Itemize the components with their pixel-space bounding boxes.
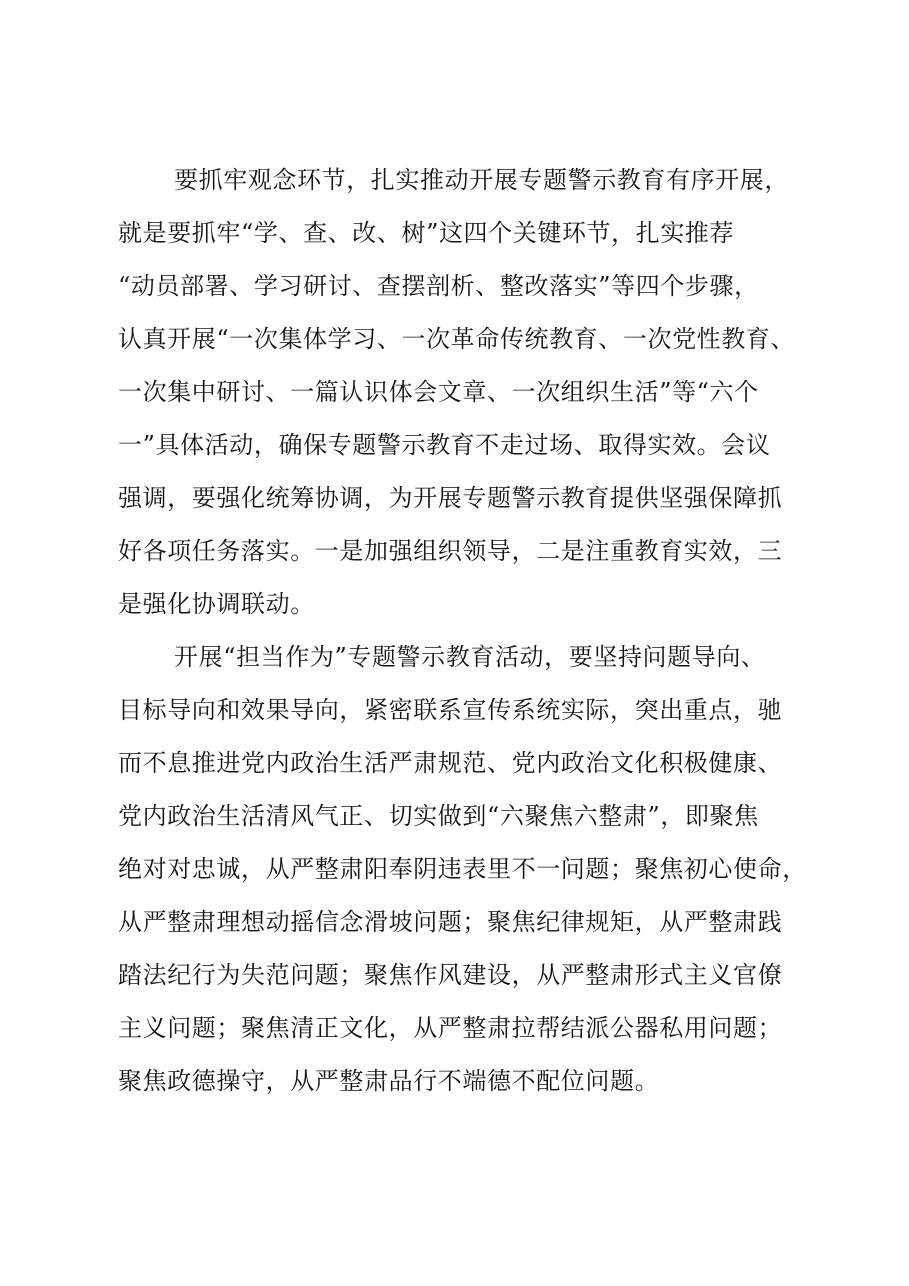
paragraph-2-line-7: 踏法纪行为失范问题；聚焦作风建设，从严整肃形式主义官僚 [118,961,783,989]
paragraph-1-line-6: 一”具体活动，确保专题警示教育不走过场、取得实效。会议 [118,431,771,459]
paragraph-1-line-7: 强调，要强化统筹协调，为开展专题警示教育提供坚强保障抓 [118,484,783,512]
paragraph-2-line-6: 从严整肃理想动摇信念滑坡问题；聚焦纪律规矩，从严整肃践 [118,908,783,936]
paragraph-1-line-3: “动员部署、学习研讨、查摆剖析、整改落实”等四个步骤， [118,272,759,300]
paragraph-2-line-2: 目标导向和效果导向，紧密联系宣传系统实际，突出重点，驰 [118,696,783,724]
paragraph-2-line-1: 开展“担当作为”专题警示教育活动，要坚持问题导向、 [174,643,766,671]
paragraph-1-line-1: 要抓牢观念环节，扎实推动开展专题警示教育有序开展， [174,166,789,194]
paragraph-1-line-2: 就是要抓牢“学、查、改、树”这四个关键环节，扎实推荐 [118,219,735,247]
paragraph-2-line-4: 党内政治生活清风气正、切实做到“六聚焦六整肃”，即聚焦 [118,802,759,830]
paragraph-2-line-3: 而不息推进党内政治生活严肃规范、党内政治文化积极健康、 [118,749,783,777]
paragraph-1-line-5: 一次集中研讨、一篇认识体会文章、一次组织生活”等“六个 [118,378,759,406]
paragraph-1-line-9: 是强化协调联动。 [118,590,315,618]
paragraph-2-line-8: 主义问题；聚焦清正文化，从严整肃拉帮结派公器私用问题； [118,1014,783,1042]
paragraph-1-line-4: 认真开展“一次集体学习、一次革命传统教育、一次党性教育、 [118,325,796,353]
paragraph-2-line-9: 聚焦政德操守，从严整肃品行不端德不配位问题。 [118,1067,660,1095]
paragraph-1-line-8: 好各项任务落实。一是加强组织领导，二是注重教育实效，三 [118,537,783,565]
paragraph-2-line-5: 绝对对忠诚，从严整肃阳奉阴违表里不一问题；聚焦初心使命， [118,855,807,883]
